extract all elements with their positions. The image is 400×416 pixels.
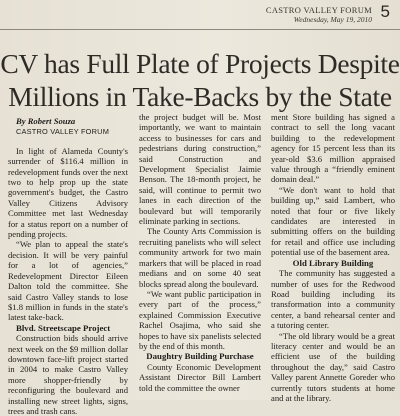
article-headline: [0, 47, 400, 113]
paragraph: “We plan to appeal the state's decision. It will be very painful for a lot of agencies,” Redevelopment Director Eileen Dalton told the committee. She said Castro Valley stands to lose $1.8 million in funds in the state's latest take-back.: [8, 239, 128, 323]
newspaper-name: CASTRO VALLEY FORUM: [265, 5, 372, 15]
paragraph: the project budget will be. Most importantly, we want to maintain access to businesses for cars and pedestrians during construction,” said Construction and Development Specialist Jaimie Benson. The 18-month project, he said, will continue to permit two lanes in each direction of the boulevard but will temporarily eliminate parking in sections.: [139, 112, 261, 227]
article-column-2: [139, 112, 261, 393]
subhead-streetscape: Blvd. Streetscape Project: [16, 322, 111, 333]
paragraph: “The old library would be a great literacy center and would be an efficient use of the building throughout the day,” said Castro Valley parent Annette Goreder who currently tutors students at home and at the library.: [271, 330, 395, 403]
page-number: 5: [380, 2, 390, 21]
paragraph: ment Store building has signed a contract to sell the long vacant building to the redevelopment agency for 15 percent less than its year-old $3.6 million appraised value through a “friendly eminent domain deal.”: [271, 112, 395, 185]
subhead-daughtry: Daughtry Building Purchase: [146, 351, 254, 362]
subhead-old-library: Old Library Building: [292, 257, 374, 268]
paragraph: The community has suggested a number of uses for the Redwood Road building including its transformation into a community center, a band rehearsal center and a tutoring center.: [271, 268, 395, 331]
paragraph: “We want public participation in every part of the process,” explained Commission Executive Rachel Osajima, who said she hopes to have six panelists selected by the end of this month.: [139, 288, 261, 351]
paragraph: County Economic Development Assistant Director Bill Lambert told the committee the owner: [139, 361, 261, 393]
headline-line-1: CV has Full Plate of Projects Despite: [0, 48, 400, 79]
header-rule: [0, 29, 400, 30]
issue-date: Wednesday, May 19, 2010: [293, 15, 372, 24]
paragraph: Construction bids should arrive next week on the $9 million dollar downtown face-lift project started in 2004 to make Castro Valley more shopper-friendly by reconfiguring the boulevard and installing new street lights, signs, trees and trash cans.: [8, 333, 128, 416]
headline-line-2: Millions in Take-Backs by the State: [8, 81, 392, 112]
paragraph: The County Arts Commission is recruiting panelists who will select community artwork for two main markers that will be placed in road medians and on some 40 seat blocks spread along the boulevard.: [139, 226, 261, 289]
article-column-3: [271, 112, 395, 403]
paragraph: “We don't want to hold that building up,” said Lambert, who noted that four or five likely candidates are interested in submitting offers on the building for retail and office use including potential use of the basement area.: [271, 184, 395, 258]
paragraph: In light of Alameda County's surrender of $116.4 million in redevelopment funds over the next two to help prop up the state government's budget, the Castro Valley Citizens Advisory Committee met last Wednesday for a status report on a number of pending projects.: [8, 145, 128, 240]
byline: By Robert Souza: [16, 116, 76, 126]
article-column-1: [8, 116, 128, 416]
byline-affiliation: CASTRO VALLEY FORUM: [16, 127, 110, 137]
